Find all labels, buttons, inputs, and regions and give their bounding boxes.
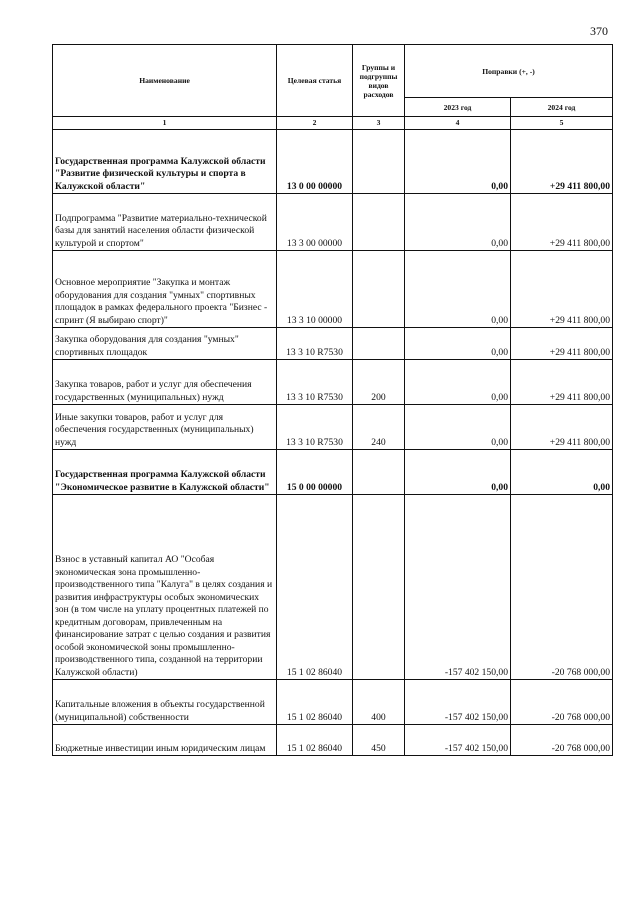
row-expense-group: 400 xyxy=(353,680,405,725)
row-expense-group xyxy=(353,251,405,328)
header-year-2023: 2023 год xyxy=(405,98,511,117)
table-row xyxy=(53,360,613,405)
row-name: Капитальные вложения в объекты государственной (муниципальной) собственности xyxy=(53,680,277,725)
row-amount-2023: 0,00 xyxy=(405,450,511,495)
column-number-5: 5 xyxy=(511,117,613,130)
row-name: Государственная программа Калужской области "Экономическое развитие в Калужской области" xyxy=(53,450,277,495)
table-row xyxy=(53,495,613,680)
row-amount-2023: -157 402 150,00 xyxy=(405,725,511,756)
header-amendments: Поправки (+, -) xyxy=(405,45,613,98)
page-number: 370 xyxy=(590,24,608,38)
row-target-article: 13 3 00 00000 xyxy=(277,194,353,251)
row-target-article: 15 0 00 00000 xyxy=(277,450,353,495)
row-expense-group: 450 xyxy=(353,725,405,756)
row-amount-2023: 0,00 xyxy=(405,328,511,360)
table-row xyxy=(53,450,613,495)
header-name: Наименование xyxy=(53,45,277,117)
row-expense-group xyxy=(353,450,405,495)
row-target-article: 15 1 02 86040 xyxy=(277,495,353,680)
row-name: Закупка оборудования для создания "умных" спортивных площадок xyxy=(53,328,277,360)
row-target-article: 13 0 00 00000 xyxy=(277,130,353,194)
row-name: Государственная программа Калужской области "Развитие физической культуры и спорта в Калужской области" xyxy=(53,130,277,194)
row-target-article: 13 3 10 R7530 xyxy=(277,405,353,450)
row-target-article: 13 3 10 R7530 xyxy=(277,360,353,405)
table-row xyxy=(53,328,613,360)
header-target-article: Целевая статья xyxy=(277,45,353,117)
row-amount-2023: 0,00 xyxy=(405,251,511,328)
row-target-article: 15 1 02 86040 xyxy=(277,680,353,725)
table-row xyxy=(53,251,613,328)
row-amount-2023: 0,00 xyxy=(405,130,511,194)
row-amount-2024: +29 411 800,00 xyxy=(511,405,613,450)
row-amount-2023: 0,00 xyxy=(405,194,511,251)
row-amount-2024: +29 411 800,00 xyxy=(511,251,613,328)
row-amount-2024: -20 768 000,00 xyxy=(511,495,613,680)
row-name: Взнос в уставный капитал АО "Особая экономическая зона промышленно-производственного типа "Калуга" в целях создания и развития инфраструктуры особых экономических зон (в том числе на уплату процентных платежей по кредитным договорам, привлеченным на финансирование затрат с целью создания и развития особой экономической зоны промышленно-производственного типа, созданной на территории Калужской области) xyxy=(53,495,277,680)
row-name: Бюджетные инвестиции иным юридическим лицам xyxy=(53,725,277,756)
row-amount-2024: +29 411 800,00 xyxy=(511,130,613,194)
row-expense-group: 200 xyxy=(353,360,405,405)
column-number-1: 1 xyxy=(53,117,277,130)
row-amount-2024: 0,00 xyxy=(511,450,613,495)
row-amount-2023: -157 402 150,00 xyxy=(405,495,511,680)
row-name: Иные закупки товаров, работ и услуг для обеспечения государственных (муниципальных) нужд xyxy=(53,405,277,450)
row-amount-2024: -20 768 000,00 xyxy=(511,680,613,725)
header-year-2024: 2024 год xyxy=(511,98,613,117)
row-expense-group xyxy=(353,328,405,360)
row-expense-group xyxy=(353,495,405,680)
row-amount-2024: -20 768 000,00 xyxy=(511,725,613,756)
row-expense-group xyxy=(353,130,405,194)
header-expense-groups: Группы и подгруппы видов расходов xyxy=(353,45,405,117)
row-expense-group xyxy=(353,194,405,251)
row-amount-2023: 0,00 xyxy=(405,360,511,405)
row-name: Закупка товаров, работ и услуг для обеспечения государственных (муниципальных) нужд xyxy=(53,360,277,405)
budget-amendments-table xyxy=(52,44,613,756)
table-row xyxy=(53,725,613,756)
table-row xyxy=(53,130,613,194)
row-amount-2023: -157 402 150,00 xyxy=(405,680,511,725)
column-number-4: 4 xyxy=(405,117,511,130)
column-number-3: 3 xyxy=(353,117,405,130)
row-target-article: 13 3 10 00000 xyxy=(277,251,353,328)
table-row xyxy=(53,680,613,725)
row-expense-group: 240 xyxy=(353,405,405,450)
row-amount-2024: +29 411 800,00 xyxy=(511,328,613,360)
row-target-article: 15 1 02 86040 xyxy=(277,725,353,756)
row-amount-2024: +29 411 800,00 xyxy=(511,194,613,251)
row-amount-2023: 0,00 xyxy=(405,405,511,450)
column-number-2: 2 xyxy=(277,117,353,130)
row-amount-2024: +29 411 800,00 xyxy=(511,360,613,405)
table-row xyxy=(53,405,613,450)
row-name: Основное мероприятие "Закупка и монтаж оборудования для создания "умных" спортивных площадок в рамках федерального проекта "Бизнес - спринт (Я выбираю спорт)" xyxy=(53,251,277,328)
table-row xyxy=(53,194,613,251)
row-target-article: 13 3 10 R7530 xyxy=(277,328,353,360)
row-name: Подпрограмма "Развитие материально-технической базы для занятий населения области физической культурой и спортом" xyxy=(53,194,277,251)
